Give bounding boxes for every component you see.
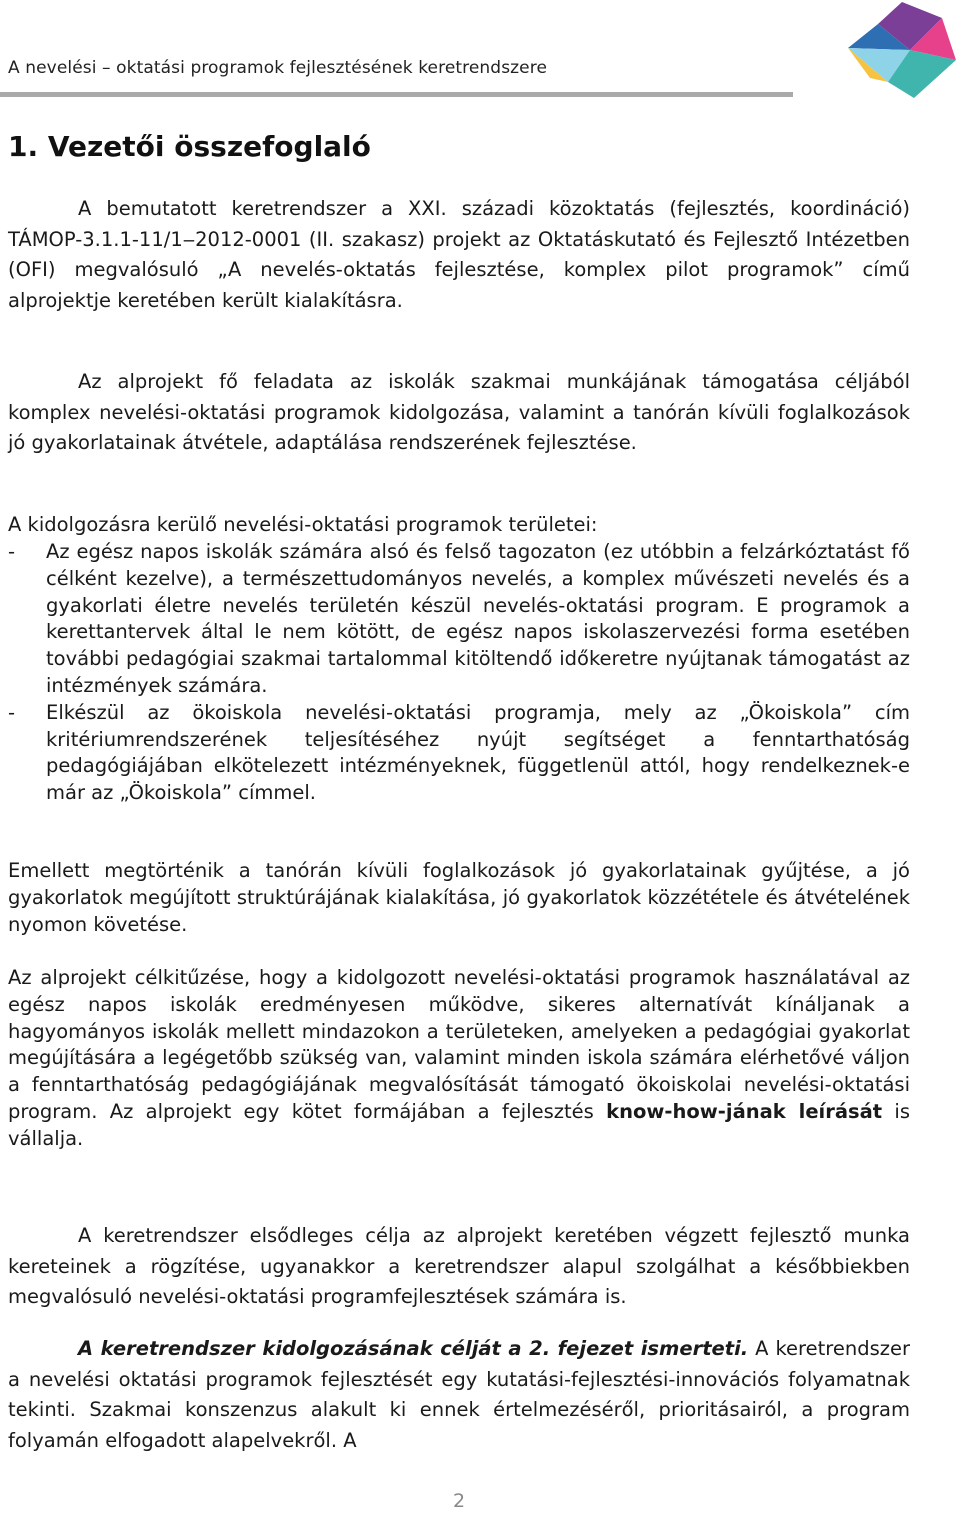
list-item <box>8 700 910 807</box>
program-areas-list <box>8 539 910 807</box>
program-logo <box>848 2 956 100</box>
framework-chapter-paragraph <box>8 1334 910 1456</box>
list-item-text: Az egész napos iskolák számára alsó és felső tagozaton (ez utóbbin a felzárkóztatást fő célként kezelve), a természettudományos nevelés, a komplex művészeti nevelés és a gyakorlati életre nevelés területén készül nevelés-oktatási program. E programok a kerettantervek által le nem kötött, de egész napos iskolaszervezési forma esetében további pedagógiai szakmai tartalommal kitöltendő időkeretre nyújtanak támogatást az intézmények számára. <box>46 540 910 697</box>
header-rule <box>0 92 793 97</box>
alprojekt-task-paragraph: Az alprojekt fő feladata az iskolák szakmai munkájának támogatása céljából komplex nevelési-oktatási programok kidolgozása, valamint a tanórán kívüli foglalkozások jó gyakorlatainak átvétele, adaptálása rendszerének fejlesztése. <box>8 370 910 454</box>
good-practices-paragraph: Emellett megtörténik a tanórán kívüli foglalkozások jó gyakorlatainak gyűjtése, a jó gyakorlatok megújított struktúrájának kialakítása, jó gyakorlatok közzététele és átvételének nyomon követése. <box>8 859 910 936</box>
framework-description-text: A keretrendszer a nevelési oktatási programok fejlesztését egy kutatási-fejlesztési-innovációs folyamatnak tekinti. Szakmai konszenzus alakult ki ennek értelmezéséről, prioritásairól, a program folyamán elfogadott alapelvekről. A <box>8 1337 911 1452</box>
page-number: 2 <box>452 1490 466 1512</box>
intro-paragraph: A bemutatott keretrendszer a XXI. századi közoktatás (fejlesztés, koordináció) TÁMOP-3.1.1-11/1‒2012-0001 (II. szakasz) projekt az Oktatáskutató és Fejlesztő Intézetben (OFI) megvalósuló „A nevelés-oktatás fejlesztése, komplex pilot programok” című alprojektje keretében került kialakításra. <box>8 197 910 312</box>
framework-goal-paragraph: A keretrendszer elsődleges célja az alprojekt keretében végzett fejlesztő munka kereteinek a rögzítése, ugyanakkor a keretrendszer alapul szolgálhat a későbbiekben megvalósuló nevelési-oktatási programfejlesztések számára is. <box>8 1224 910 1308</box>
chapter-title: 1. Vezetői összefoglaló <box>8 130 371 163</box>
list-dash: - <box>8 540 16 563</box>
objective-text-end: is vállalja. <box>8 1099 910 1150</box>
objective-bold-text: know-how-jának leírását <box>606 1099 883 1123</box>
running-header-title: A nevelési – oktatási programok fejlesztésének keretrendszere <box>8 58 548 78</box>
program-areas-intro: A kidolgozásra kerülő nevelési-oktatási programok területei: <box>8 513 598 536</box>
chapter-reference-text: A keretrendszer kidolgozásának célját a 2. fejezet ismerteti. <box>78 1337 749 1360</box>
objective-text: Az alprojekt célkitűzése, hogy a kidolgozott nevelési-oktatási programok használatával az egész napos iskolák eredményesen működve, sikeres alternatívát kínáljanak a hagyományos iskolák mellett mindazokon a területeken, amelyeken a pedagógiai gyakorlat megújítására a legégetőbb szükség van, valamint minden iskola számára elérhetővé váljon a fenntarthatóság pedagógiájának megvalósítását támogató ökoiskolai nevelési-oktatási program. Az alprojekt egy kötet formájában a fejlesztés <box>8 966 910 1123</box>
list-dash: - <box>8 700 16 724</box>
objective-paragraph <box>8 965 910 1153</box>
list-item <box>8 539 910 700</box>
list-item-text: Elkészül az ökoiskola nevelési-oktatási programja, mely az „Ökoiskola” cím kritériumrendszerének teljesítéséhez nyújt segítséget a fenntarthatóság pedagógiájában elkötelezett intézményeknek, függetlenül attól, hogy rendelkeznek-e már az „Ökoiskola” címmel. <box>46 700 910 805</box>
